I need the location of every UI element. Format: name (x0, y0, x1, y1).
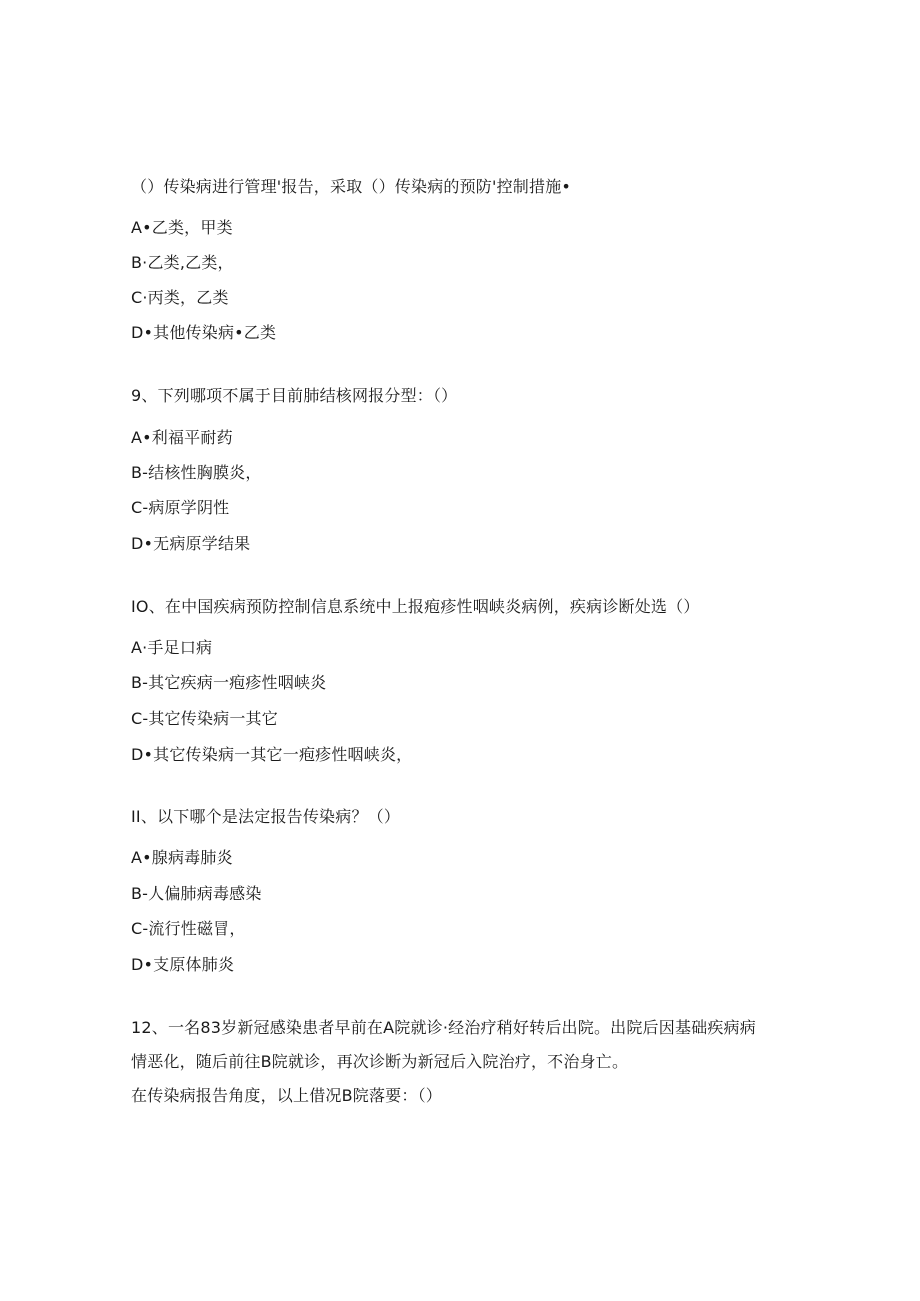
question-8-option-a: A•乙类，甲类 (131, 218, 233, 237)
question-9-option-a: A•利福平耐药 (131, 428, 233, 447)
question-9-option-c: C-病原学阴性 (131, 498, 230, 517)
question-10-option-a: A·手足口病 (131, 638, 213, 657)
question-8-option-b: B·乙类,乙类， (131, 253, 234, 272)
question-12-line-3: 在传染病报告角度，以上借况B院落要：（） (131, 1086, 442, 1105)
question-8-stem: （）传染病进行管理'报告，采取（）传染病的预防'控制措施• (131, 177, 572, 196)
question-12-line-1: 12、一名83岁新冠感染患者早前在A院就诊·经治疗稍好转后出院。出院后因基础疾病病 (131, 1018, 756, 1037)
question-11-option-c: C-流行性磁冒， (131, 919, 246, 938)
question-11-option-d: D•支原体肺炎 (131, 955, 235, 974)
question-10-option-c: C-其它传染病一其它 (131, 709, 278, 728)
question-11-option-b: B-人偏肺病毒感染 (131, 884, 262, 903)
question-10-option-b: B-其它疾病一疱疹性咽峡炎 (131, 673, 327, 692)
question-10-option-d: D•其它传染病一其它一疱疹性咽峡炎， (131, 745, 413, 764)
question-11-stem: II、以下哪个是法定报告传染病？（） (131, 807, 401, 826)
question-9-stem: 9、下列哪项不属于目前肺结核网报分型：（） (131, 386, 458, 405)
question-8-option-c: C·丙类，乙类 (131, 288, 229, 307)
question-9-option-b: B-结核性胸膜炎， (131, 463, 262, 482)
question-8-option-d: D•其他传染病•乙类 (131, 323, 277, 342)
question-10-stem: IO、在中国疾病预防控制信息系统中上报疱疹性咽峡炎病例，疾病诊断处选（） (131, 597, 700, 616)
question-11-option-a: A•腺病毒肺炎 (131, 848, 233, 867)
question-9-option-d: D•无病原学结果 (131, 534, 251, 553)
question-12-line-2: 情恶化，随后前往B院就诊，再次诊断为新冠后入院治疗，不治身亡。 (131, 1052, 629, 1071)
